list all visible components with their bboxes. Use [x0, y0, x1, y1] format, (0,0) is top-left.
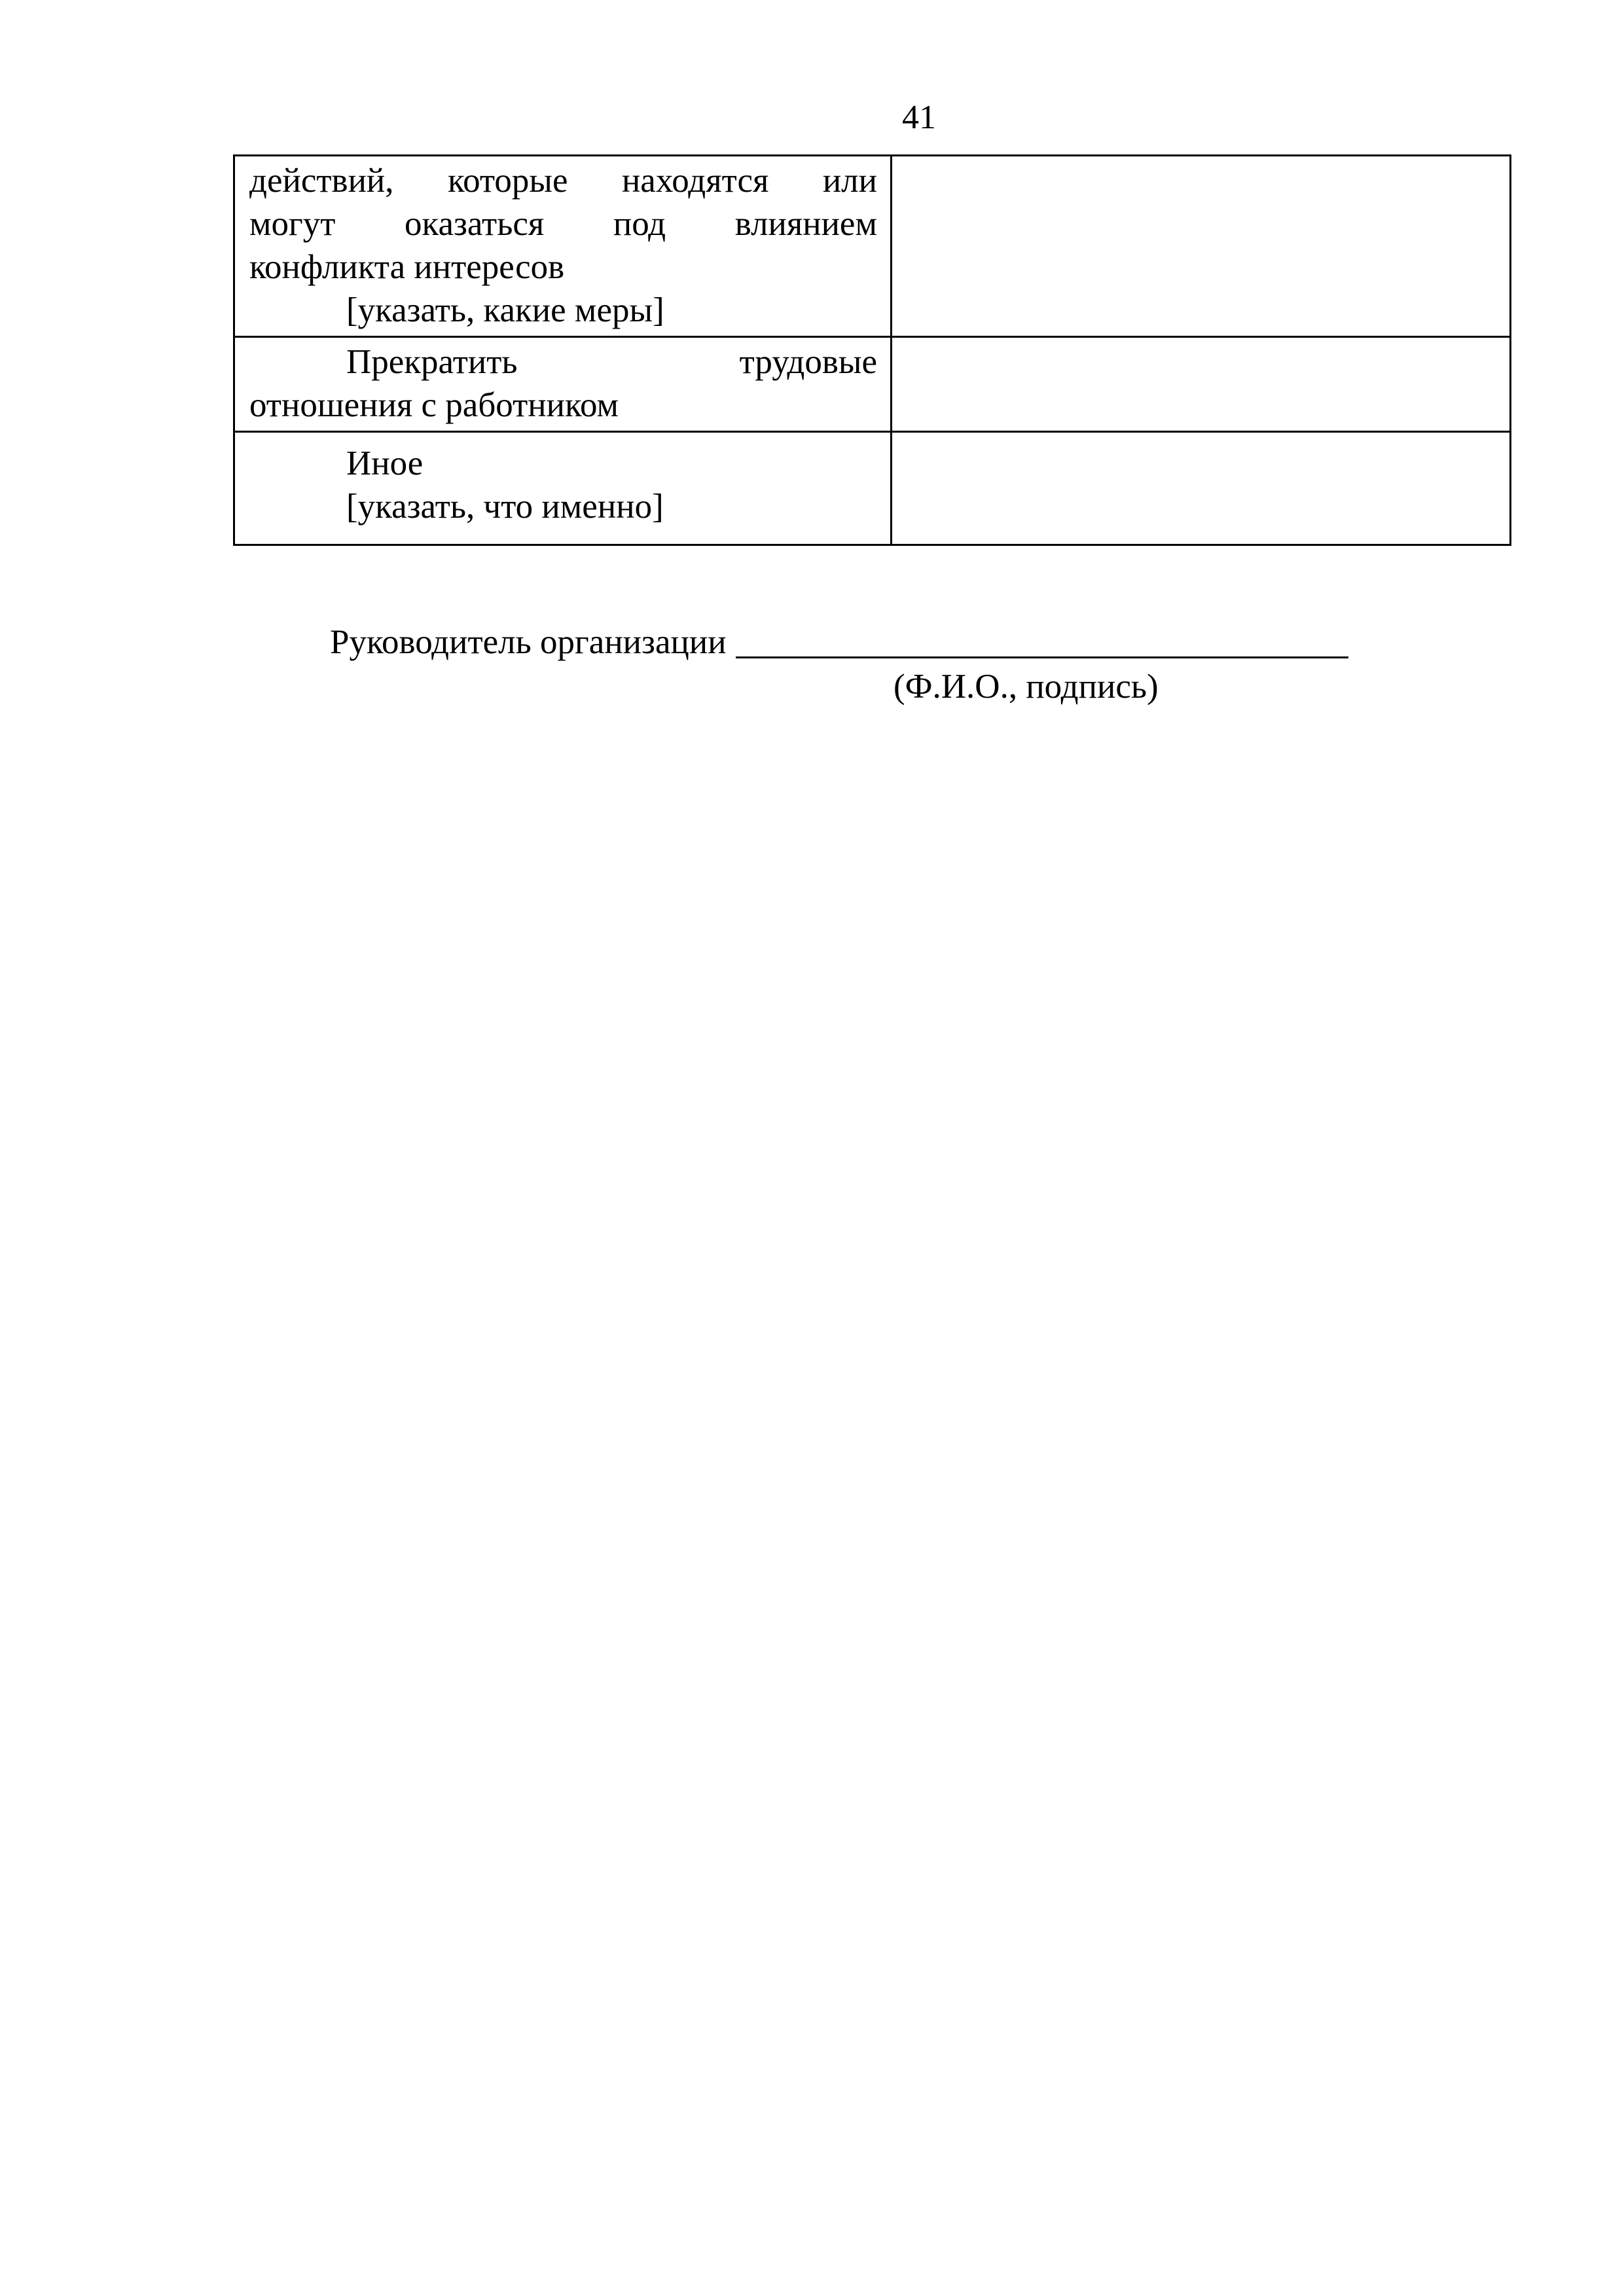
measure-line: конфликта интересов	[249, 248, 565, 286]
measure-cell	[234, 337, 892, 432]
table-row	[234, 432, 1511, 545]
measure-line: действий, которые находятся или	[249, 162, 877, 200]
measure-text	[249, 442, 877, 528]
measure-hint: [указать, что именно]	[346, 488, 664, 526]
signature-block	[330, 620, 1348, 664]
measures-table	[233, 154, 1511, 546]
note-cell	[892, 156, 1511, 337]
measure-cell	[234, 156, 892, 337]
measure-line: могут оказаться под влиянием	[249, 205, 877, 243]
measure-hint: [указать, какие меры]	[346, 291, 664, 329]
table-row	[234, 156, 1511, 337]
page-number: 41	[902, 99, 936, 136]
note-cell	[892, 432, 1511, 545]
measure-line: Иное	[346, 444, 424, 482]
signature-caption: (Ф.И.О., подпись)	[893, 668, 1159, 706]
measure-line: Прекратить трудовые	[346, 343, 877, 381]
table-row	[234, 337, 1511, 432]
measure-text	[249, 159, 877, 332]
note-cell	[892, 337, 1511, 432]
measure-cell	[234, 432, 892, 545]
signature-label: Руководитель организации	[330, 623, 727, 661]
measure-line: отношения с работником	[249, 386, 619, 424]
signature-line	[736, 656, 1348, 658]
measure-text	[249, 340, 877, 427]
